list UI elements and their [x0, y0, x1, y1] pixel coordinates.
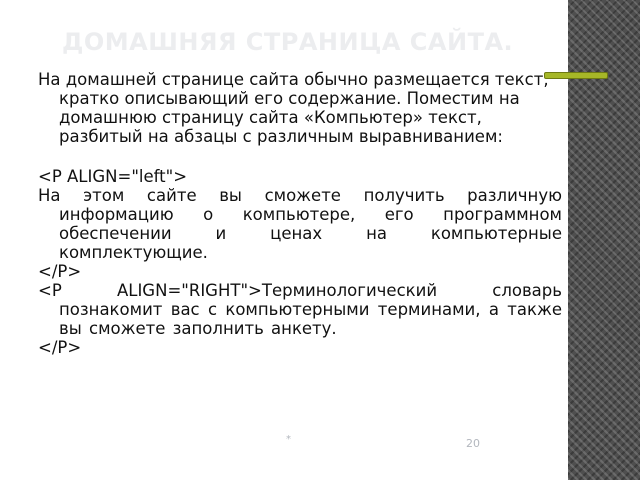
tag-close-right: </P> [38, 338, 82, 357]
slide-body [38, 70, 562, 357]
tag-open-left: <P ALIGN="left"> [38, 167, 188, 186]
right-paragraph-text: Терминологический словарь познакомит вас с компьютерными терминами, а также вы сможете заполнить анкету. [59, 281, 562, 338]
tag-open-right: <P ALIGN="RIGHT"> [38, 281, 262, 300]
tag-close-left: </P> [38, 262, 82, 281]
page-number: 20 [466, 437, 480, 450]
slide-title: ДОМАШНЯЯ СТРАНИЦА САЙТА. [62, 28, 514, 56]
intro-paragraph: На домашней странице сайта обычно размещается текст, кратко описывающий его содержание. Поместим на домашнюю страницу сайта «Компьютер» текст, разбитый на абзацы с различным выравниванием: [38, 70, 549, 146]
left-aligned-paragraph: На этом сайте вы сможете получить различную информацию о компьютере, его программном обеспечении и ценах на компьютерные комплектующие. [38, 186, 562, 262]
right-aligned-paragraph [38, 281, 562, 338]
footer-star: * [286, 434, 291, 445]
blank-line [38, 146, 562, 167]
